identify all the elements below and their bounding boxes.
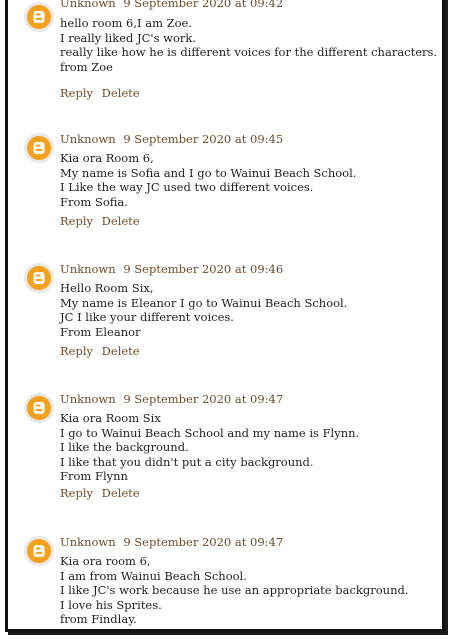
comment-line: from Zoe (60, 59, 113, 74)
comment-body (60, 281, 430, 339)
comment-timestamp[interactable]: 9 September 2020 at 09:45 (123, 132, 284, 146)
blogger-avatar-icon[interactable] (23, 1, 55, 33)
comment-header (60, 132, 283, 146)
comment-line: I like that you didn't put a city background. (60, 454, 314, 469)
comment-line: I like JC's work because he use an appropriate background. (60, 583, 409, 597)
comment-body (60, 16, 438, 74)
comment-line: hello room 6,I am Zoe. (60, 16, 193, 30)
comment-line: JC I like your different voices. (60, 310, 234, 324)
comment-body (60, 151, 430, 209)
comment-line: Kia ora Room 6, (60, 151, 154, 165)
reply-link[interactable]: Reply (60, 86, 94, 100)
comment-line: I am from Wainui Beach School. (60, 568, 247, 583)
comment-timestamp[interactable]: 9 September 2020 at 09:46 (123, 262, 284, 276)
comment-header (60, 392, 283, 406)
comment-header (60, 0, 283, 10)
comment-line: From Sofia. (60, 194, 128, 209)
comment-author[interactable]: Unknown (60, 535, 116, 549)
comment-actions (60, 486, 140, 500)
blogger-avatar-icon[interactable] (23, 132, 55, 164)
comment-line: Kia ora room 6, (60, 554, 151, 568)
comment-author[interactable]: Unknown (60, 392, 116, 406)
comment-timestamp[interactable]: 9 September 2020 at 09:47 (123, 392, 284, 406)
comment-timestamp[interactable]: 9 September 2020 at 09:47 (123, 535, 284, 549)
comment-line: From Eleanor (60, 324, 141, 339)
reply-link[interactable]: Reply (60, 486, 94, 500)
comment-header (60, 535, 283, 549)
comment-line: My name is Sofia and I go to Wainui Beach School. (60, 165, 357, 180)
delete-link[interactable]: Delete (101, 214, 140, 228)
comment-body (60, 554, 430, 627)
comment-actions (60, 344, 140, 358)
comment-line: I Like the way JC used two different voices. (60, 180, 314, 194)
comment-author[interactable]: Unknown (60, 132, 116, 146)
reply-link[interactable]: Reply (60, 214, 94, 228)
comment-timestamp[interactable]: 9 September 2020 at 09:42 (123, 0, 284, 10)
comment-line: I go to Wainui Beach School and my name is Flynn. (60, 425, 360, 440)
comment-line: Kia ora Room Six (60, 411, 161, 425)
comment-line: My name is Eleanor I go to Wainui Beach School. (60, 295, 348, 310)
comment-line: from Findlay. (60, 612, 137, 626)
comment-line: I like the background. (60, 440, 189, 454)
comment-actions (60, 214, 140, 228)
comment-line: I love his Sprites. (60, 597, 162, 612)
comment-line: I really liked JC's work. (60, 30, 197, 45)
comment-line: From Flynn (60, 469, 128, 483)
comment-author[interactable]: Unknown (60, 0, 116, 10)
blogger-avatar-icon[interactable] (23, 535, 55, 567)
blogger-avatar-icon[interactable] (23, 262, 55, 294)
comments-frame (5, 0, 445, 632)
comment-actions (60, 86, 140, 100)
delete-link[interactable]: Delete (101, 486, 140, 500)
comment-line: really like how he is different voices for the different characters. (60, 45, 438, 59)
delete-link[interactable]: Delete (101, 86, 140, 100)
comment-body (60, 411, 430, 484)
blogger-avatar-icon[interactable] (23, 392, 55, 424)
comment-author[interactable]: Unknown (60, 262, 116, 276)
comment-line: Hello Room Six, (60, 281, 154, 295)
comment-header (60, 262, 283, 276)
delete-link[interactable]: Delete (101, 344, 140, 358)
reply-link[interactable]: Reply (60, 344, 94, 358)
